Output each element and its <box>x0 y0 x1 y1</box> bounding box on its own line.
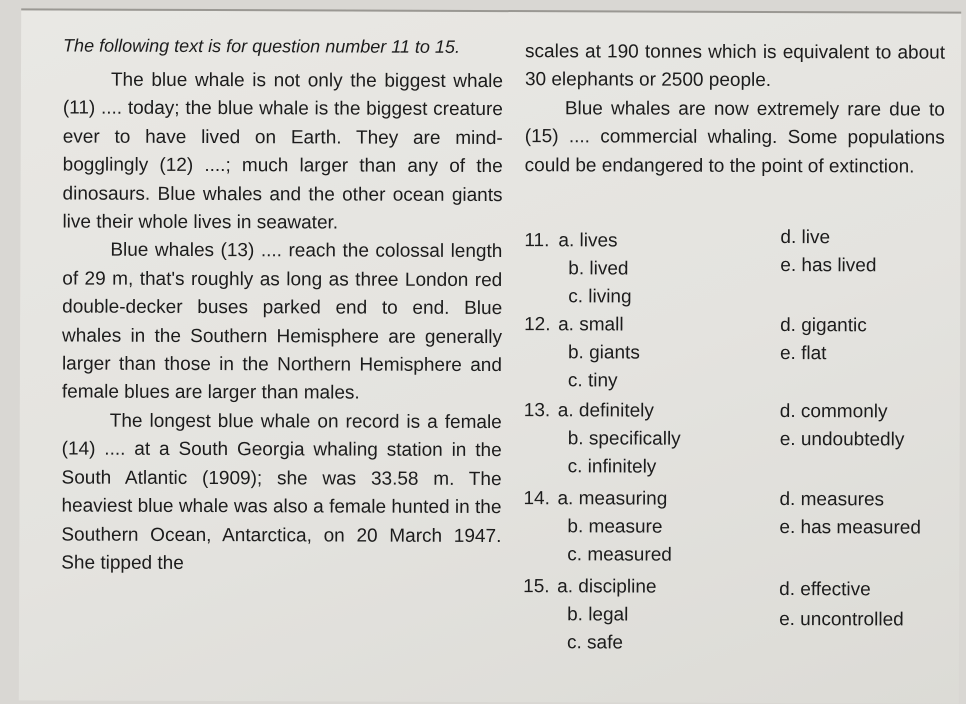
reading-text-left-column <box>61 33 503 580</box>
option-c[interactable]: c. safe <box>566 632 624 654</box>
option-c[interactable]: c. infinitely <box>567 456 657 478</box>
option-c[interactable]: c. measured <box>567 544 672 566</box>
option-b[interactable]: b. specifically <box>567 428 681 450</box>
question-11 <box>524 227 954 316</box>
question-15 <box>523 566 953 652</box>
option-d[interactable]: d. effective <box>779 579 871 601</box>
option-e[interactable]: e. has lived <box>780 255 877 277</box>
option-e[interactable]: e. has measured <box>779 517 921 539</box>
reading-text-right-column <box>525 38 945 181</box>
question-14 <box>523 482 953 568</box>
question-number: 11. <box>524 230 550 252</box>
option-c[interactable]: c. tiny <box>567 370 618 392</box>
option-b[interactable]: b. giants <box>567 342 640 364</box>
question-list <box>523 227 954 654</box>
option-e[interactable]: e. flat <box>779 343 827 365</box>
option-d[interactable]: d. commonly <box>779 401 888 423</box>
option-e[interactable]: e. undoubtedly <box>779 429 905 451</box>
paragraph-1: The blue whale is not only the biggest whale (11) .... today; the blue whale is the biggest creature ever to have lived on Earth. They are mind-bogglingly (12) ....; much larger than any of the dinosaurs. Blue whales and the other ocean giants live their whole lives in seawater. <box>62 69 503 234</box>
option-c[interactable]: c. living <box>568 286 632 308</box>
instruction-text: The following text is for question number 11 to 15. <box>63 35 461 57</box>
option-d[interactable]: d. measures <box>779 489 885 511</box>
option-a[interactable]: a. measuring <box>557 488 668 510</box>
paragraph-2: Blue whales (13) .... reach the colossal length of 29 m, that's roughly as long as three London red double-decker buses parked end to end. Blue whales in the Southern Hemisphere are generally larger than those in the Northern Hemisphere and female blues are larger than males. <box>61 240 503 405</box>
option-a[interactable]: a. discipline <box>557 576 657 598</box>
option-a[interactable]: a. small <box>558 314 624 336</box>
question-number: 12. <box>524 314 551 336</box>
option-a[interactable]: a. lives <box>558 230 618 252</box>
paragraph-3-continued: scales at 190 tonnes which is equivalent to about 30 elephants or 2500 people. <box>524 41 946 92</box>
option-d[interactable]: d. gigantic <box>780 315 867 337</box>
question-13 <box>524 398 954 484</box>
question-number: 14. <box>523 488 550 510</box>
option-b[interactable]: b. measure <box>567 516 663 538</box>
option-b[interactable]: b. lived <box>568 258 629 280</box>
option-b[interactable]: b. legal <box>567 604 629 626</box>
paragraph-3: The longest blue whale on record is a female (14) .... at a South Georgia whaling station in the South Atlantic (1909); she was 33.58 m. The heaviest blue whale was also a female hunted in the Southern Ocean, Antarctica, on 20 March 1947. She tipped the <box>61 410 502 574</box>
option-d[interactable]: d. live <box>780 227 831 249</box>
question-12 <box>524 314 954 400</box>
question-number: 13. <box>523 400 551 422</box>
option-e[interactable]: e. uncontrolled <box>779 609 904 631</box>
paragraph-4: Blue whales are now extremely rare due to (15) .... commercial whaling. Some populations could be endangered to the point of extinction. <box>524 98 945 178</box>
option-a[interactable]: a. definitely <box>557 400 654 422</box>
worksheet-page <box>19 8 961 703</box>
question-number: 15. <box>523 576 550 598</box>
